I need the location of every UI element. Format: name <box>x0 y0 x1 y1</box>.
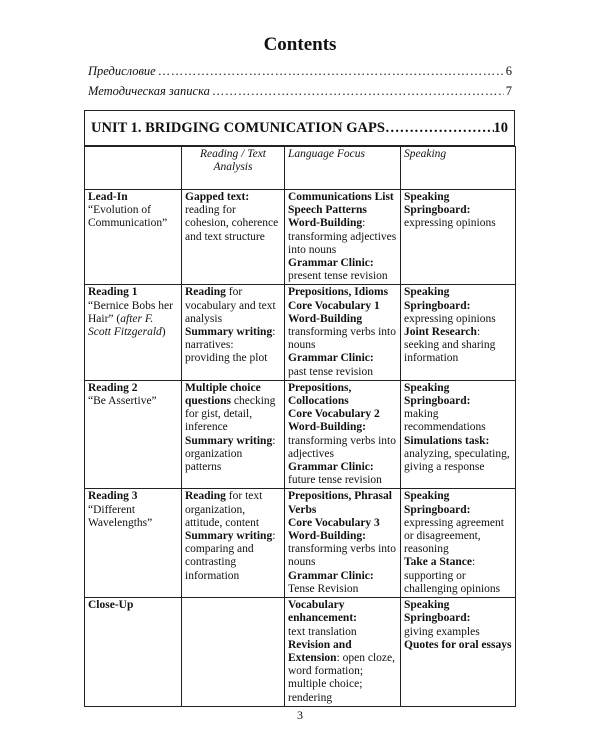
speaking-detail: expressing opinions <box>404 217 496 230</box>
speaking-task: Speaking Springboard: <box>404 381 471 408</box>
speaking-detail-2: : supporting or challenging opinions <box>404 556 501 595</box>
reading-description: for vocabulary and text analysis <box>185 286 276 325</box>
language-item: Vocabulary enhancement: <box>288 599 357 625</box>
section-subtitle: “Be Assertive” <box>88 395 157 408</box>
speaking-detail: expressing agreement or disagreement, reasoning <box>404 516 504 556</box>
unit-title: UNIT 1. BRIDGING COMUNICATION GAPS <box>91 119 385 136</box>
speaking-task: Speaking Springboard: <box>404 599 471 625</box>
unit-page-number: 10 <box>493 119 508 136</box>
language-item-detail: transforming verbs into nouns <box>288 543 396 569</box>
speaking-detail-2: analyzing, speculating, giving a response <box>404 447 510 474</box>
language-item-detail: Tense Revision <box>288 582 359 595</box>
reading-task-2: Summary writing <box>185 326 273 339</box>
language-item-detail: text translation <box>288 625 357 638</box>
table-row <box>85 489 516 598</box>
language-focus-cell <box>285 598 401 707</box>
language-item-detail: : open cloze, word formation; multiple choice; rendering <box>288 651 396 704</box>
toc-page-number: 7 <box>505 84 512 98</box>
language-focus-cell <box>285 285 401 380</box>
section-cell <box>85 380 182 489</box>
language-item: Speech Patterns <box>288 204 367 217</box>
section-subtitle: “Evolution of Communication” <box>88 204 168 230</box>
toc-leader-dots <box>385 120 494 137</box>
reading-description: for text organization, attitude, content <box>185 490 263 529</box>
language-item-detail: transforming verbs into nouns <box>288 326 396 352</box>
section-subtitle-author: after F. Scott Fitzgerald <box>88 312 162 339</box>
column-header-reading: Reading / Text Analysis <box>182 147 285 190</box>
reading-task: Reading <box>185 490 226 503</box>
toc-entry-preface[interactable] <box>88 64 512 79</box>
speaking-task: Speaking Springboard: <box>404 191 471 217</box>
reading-description: checking for gist, detail, inference <box>185 395 276 434</box>
language-item: Grammar Clinic: <box>288 569 374 582</box>
section-title: Reading 2 <box>88 381 138 394</box>
language-item: Prepositions, Collocations <box>288 381 352 408</box>
language-item-detail: future tense revision <box>288 474 382 487</box>
language-focus-cell <box>285 190 401 285</box>
speaking-cell <box>401 190 516 285</box>
column-header-language-focus: Language Focus <box>285 147 401 190</box>
reading-task-2: Summary writing <box>185 434 273 447</box>
speaking-detail: making recommendations <box>404 408 486 434</box>
empty-header-cell <box>85 147 182 190</box>
speaking-task-2: Simulations task: <box>404 434 490 447</box>
language-item-detail: past tense revision <box>288 365 373 378</box>
contents-table <box>84 146 516 707</box>
language-item: Grammar Clinic: <box>288 461 374 474</box>
language-item: Grammar Clinic: <box>288 257 374 270</box>
section-title: Close-Up <box>88 599 134 612</box>
toc-page-number: 6 <box>505 64 512 78</box>
toc-leader-dots <box>158 64 504 79</box>
reading-description-2: : comparing and contrasting information <box>185 530 276 582</box>
speaking-task-2: Quotes for oral essays <box>404 638 512 651</box>
section-subtitle: “Different Wavelengths” <box>88 503 153 529</box>
language-item-detail: : transforming adjectives into nouns <box>288 217 397 256</box>
section-cell <box>85 489 182 598</box>
toc-label: Методическая записка <box>88 84 210 98</box>
reading-task-2: Summary writing <box>185 530 273 543</box>
speaking-task: Speaking Springboard: <box>404 286 471 312</box>
reading-description: reading for cohesion, coherence and text structure <box>185 204 279 243</box>
reading-description-2: : narratives: providing the plot <box>185 326 276 365</box>
table-header-row <box>85 147 516 190</box>
speaking-task-2: Joint Research <box>404 326 477 339</box>
language-item: Word-Building: <box>288 421 366 434</box>
language-item: Core Vocabulary 1 <box>288 299 380 312</box>
language-item: Word-Building <box>288 217 363 230</box>
reading-description-2: : organization patterns <box>185 434 276 474</box>
speaking-task-2: Take a Stance <box>404 556 472 569</box>
table-row <box>85 285 516 380</box>
speaking-detail-2: : seeking and sharing information <box>404 326 496 365</box>
table-row <box>85 598 516 707</box>
language-item: Prepositions, Phrasal Verbs <box>288 490 392 516</box>
section-subtitle-end: ) <box>161 326 166 339</box>
section-title: Lead-In <box>88 191 128 203</box>
language-item: Revision and Extension <box>288 638 352 664</box>
table-row <box>85 190 516 285</box>
table-row <box>85 380 516 489</box>
speaking-cell <box>401 380 516 489</box>
reading-cell <box>182 598 285 707</box>
reading-cell <box>182 190 285 285</box>
language-item: Word-Building: <box>288 530 366 543</box>
toc-entry-methodical-note[interactable] <box>88 84 512 99</box>
speaking-detail: giving examples <box>404 625 480 638</box>
language-item: Prepositions, Idioms <box>288 286 389 299</box>
speaking-cell <box>401 598 516 707</box>
section-title: Reading 1 <box>88 286 138 299</box>
page-number: 3 <box>297 708 303 722</box>
language-item-detail: present tense revision <box>288 270 388 283</box>
reading-task: Gapped text: <box>185 191 250 203</box>
speaking-task: Speaking Springboard: <box>404 490 471 516</box>
reading-task: Multiple choice questions <box>185 381 261 408</box>
language-item: Core Vocabulary 3 <box>288 516 380 529</box>
reading-cell <box>182 380 285 489</box>
language-item: Core Vocabulary 2 <box>288 408 380 421</box>
language-focus-cell <box>285 489 401 598</box>
language-focus-cell <box>285 380 401 489</box>
section-title: Reading 3 <box>88 490 138 503</box>
section-cell <box>85 285 182 380</box>
reading-cell <box>182 285 285 380</box>
unit-heading[interactable] <box>84 110 515 146</box>
section-cell <box>85 598 182 707</box>
speaking-detail: expressing opinions <box>404 312 496 325</box>
language-item: Word-Building <box>288 312 363 325</box>
reading-task: Reading <box>185 286 226 299</box>
speaking-cell <box>401 489 516 598</box>
page-title: Contents <box>263 34 337 55</box>
toc-leader-dots <box>212 84 504 99</box>
language-item-detail: transforming verbs into adjectives <box>288 434 396 460</box>
section-subtitle: “Bernice Bobs her Hair” ( <box>88 299 173 325</box>
language-item: Communications List <box>288 191 394 203</box>
toc-label: Предисловие <box>88 64 156 78</box>
speaking-cell <box>401 285 516 380</box>
reading-cell <box>182 489 285 598</box>
column-header-speaking: Speaking <box>401 147 516 190</box>
language-item: Grammar Clinic: <box>288 352 374 365</box>
section-cell <box>85 190 182 285</box>
